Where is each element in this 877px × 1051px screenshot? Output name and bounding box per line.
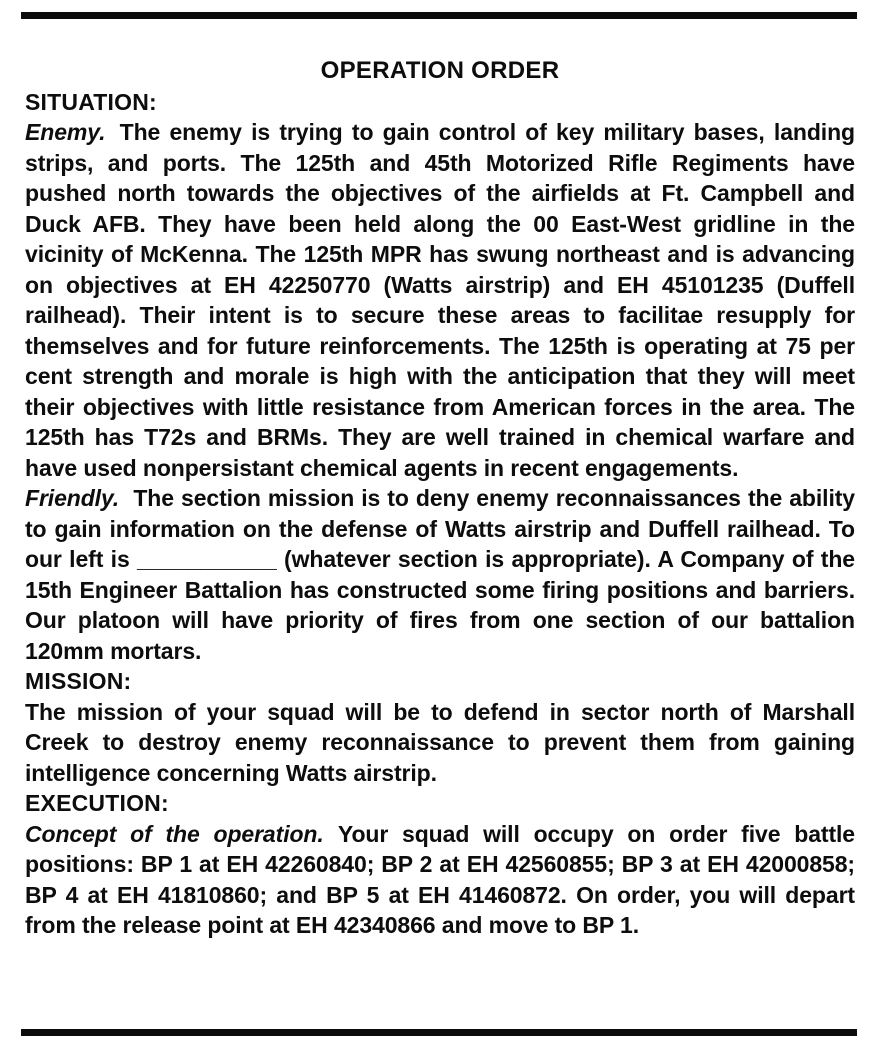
paragraph-lead-friendly: Friendly. [25,485,120,511]
paragraph-concept [25,819,855,941]
paragraph-lead-concept: Concept of the operation. [25,820,324,847]
document-content [25,56,855,941]
section-heading-mission: MISSION: [25,668,132,694]
paragraph-friendly [25,483,855,666]
section-situation [25,87,855,667]
section-heading-situation: SITUATION: [25,88,157,115]
bottom-horizontal-rule [21,1029,857,1036]
section-execution [25,788,855,941]
paragraph-lead-enemy: Enemy. [25,119,106,145]
paragraph-text-enemy: The enemy is trying to gain control of key military bases, landing strips, and ports. The 125th and 45th Motorized Rifle Regiments have pushed north towards the objectives of the airfields at Ft. Campbell and Duck AFB. They have been held along the 00 East-West gridline in the vicinity of McKenna. The 125th MPR has swung northeast and is advancing on objectives at EH 42250770 (Watts airstrip) and EH 45101235 (Duffell railhead). Their intent is to secure these areas to facilitae resupply for themselves and for future reinforcements. The 125th is operating at 75 per cent strength and morale is high with the anticipation that they will meet their objectives with little resistance from American forces in the area. The 125th has T72s and BRMs. They are well trained in chemical warfare and have used nonpersistant chemical agents in recent engagements. [25,119,855,481]
paragraph-text-mission: The mission of your squad will be to defend in sector north of Marshall Creek to destroy enemy reconnaissance to prevent them from gaining intelligence concerning Watts airstrip. [25,698,855,786]
paragraph-text-friendly: The section mission is to deny enemy reconnaissances the ability to gain information on the defense of Watts airstrip and Duffell railhead. To our left is ___________ (whatever section is appropriate). A Company of the 15th Engineer Battalion has constructed some firing positions and barriers. Our platoon will have priority of fires from one section of our battalion 120mm mortars. [25,485,855,664]
section-heading-execution: EXECUTION: [25,790,169,816]
document-title: OPERATION ORDER [320,57,560,84]
paragraph-mission [25,697,855,789]
paragraph-enemy [25,117,855,483]
top-horizontal-rule [21,12,857,19]
section-mission [25,666,855,788]
paragraph-text-concept: Your squad will occupy on order five battle positions: BP 1 at EH 42260840; BP 2 at EH 42560855; BP 3 at EH 42000858; BP 4 at EH 41810860; and BP 5 at EH 41460872. On order, you will depart from the release point at EH 42340866 and move to BP 1. [25,820,855,938]
